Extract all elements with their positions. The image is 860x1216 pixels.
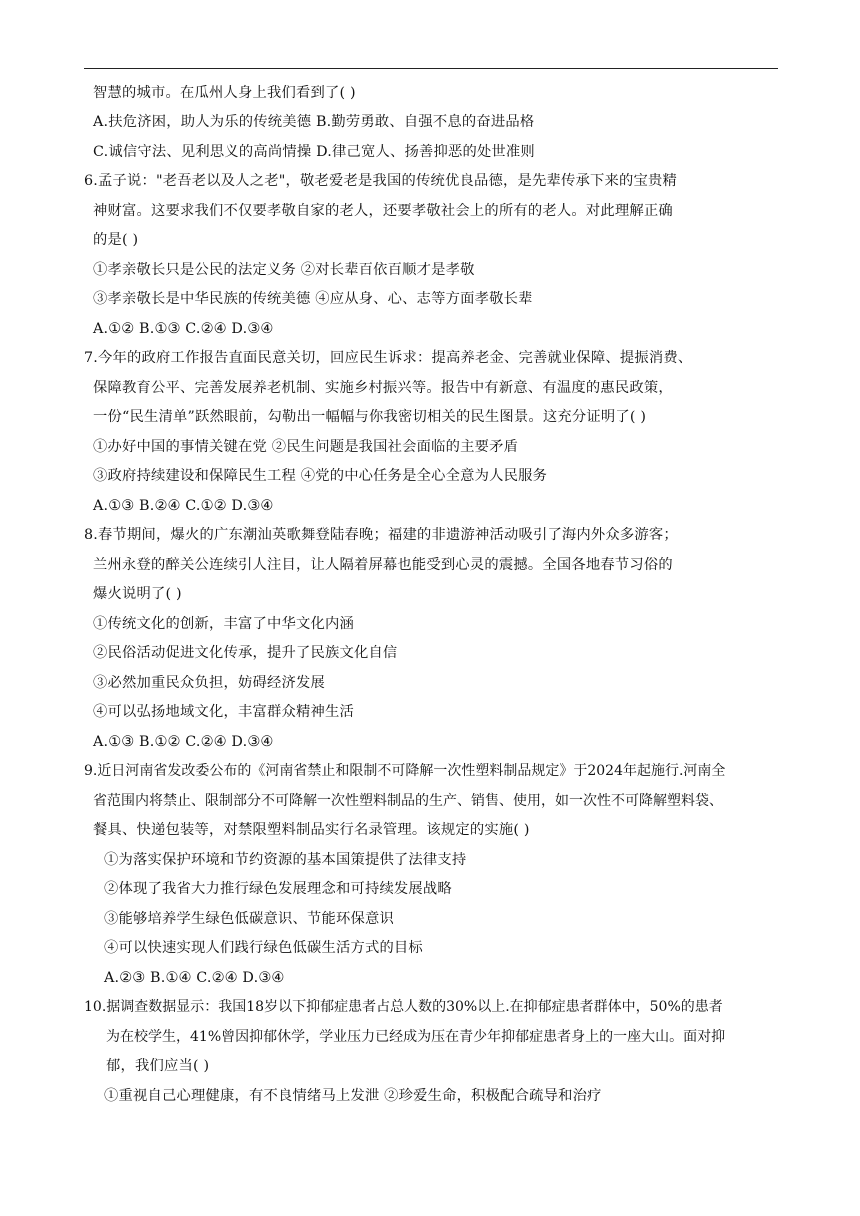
statement-line: ①为落实保护环境和节约资源的基本国策提供了法律支持 bbox=[104, 852, 467, 868]
option-line: A.①③ B.②④ C.①② D.③④ bbox=[93, 498, 274, 514]
option-line: C.诚信守法、见利思义的高尚情操 D.律己宽人、扬善抑恶的处世准则 bbox=[93, 144, 535, 160]
question-10: 10.据调查数据显示：我国18岁以下抑郁症患者占总人数的30%以上.在抑郁症患者群体中，50%的患者 bbox=[84, 999, 723, 1015]
text-line: 餐具、快递包装等，对禁限塑料制品实行名录管理。该规定的实施( ) bbox=[93, 822, 530, 838]
option-line: A.扶危济困，助人为乐的传统美德 B.勤劳勇敢、自强不息的奋进品格 bbox=[93, 114, 535, 130]
statement-line: ④可以快速实现人们践行绿色低碳生活方式的目标 bbox=[104, 940, 423, 956]
statement-line: ③能够培养学生绿色低碳意识、节能环保意识 bbox=[104, 911, 394, 927]
question-8: 8.春节期间，爆火的广东潮汕英歌舞登陆春晚；福建的非遗游神活动吸引了海内外众多游客； bbox=[84, 527, 678, 543]
statement-line: ③政府持续建设和保障民生工程 ④党的中心任务是全心全意为人民服务 bbox=[93, 468, 548, 484]
statement-line: ①孝亲敬长只是公民的法定义务 ②对长辈百依百顺才是孝敬 bbox=[93, 262, 475, 278]
question-7: 7.今年的政府工作报告直面民意关切，回应民生诉求：提高养老金、完善就业保障、提振消费、 bbox=[84, 350, 693, 366]
statement-line: ③必然加重民众负担，妨碍经济发展 bbox=[93, 675, 325, 691]
question-6: 6.孟子说："老吾老以及人之老"，敬老爱老是我国的传统优良品德，是先辈传承下来的宝贵精 bbox=[84, 173, 677, 189]
header-rule bbox=[84, 68, 778, 69]
statement-line: ①办好中国的事情关键在党 ②民生问题是我国社会面临的主要矛盾 bbox=[93, 439, 519, 455]
text-line: 省范围内将禁止、限制部分不可降解一次性塑料制品的生产、销售、使用，如一次性不可降解塑料袋、 bbox=[93, 793, 723, 809]
text-line: 智慧的城市。在瓜州人身上我们看到了( ) bbox=[93, 85, 356, 101]
question-9: 9.近日河南省发改委公布的《河南省禁止和限制不可降解一次性塑料制品规定》于2024年起施行.河南全 bbox=[84, 763, 726, 779]
text-line: 的是( ) bbox=[93, 232, 139, 248]
statement-line: ④可以弘扬地域文化，丰富群众精神生活 bbox=[93, 704, 354, 720]
option-line: A.①② B.①③ C.②④ D.③④ bbox=[93, 321, 274, 337]
text-line: 一份“民生清单”跃然眼前，勾勒出一幅幅与你我密切相关的民生图景。这充分证明了( ) bbox=[93, 409, 647, 425]
option-line: A.①③ B.①② C.②④ D.③④ bbox=[93, 734, 274, 750]
statement-line: ③孝亲敬长是中华民族的传统美德 ④应从身、心、志等方面孝敬长辈 bbox=[93, 291, 533, 307]
text-line: 郁，我们应当( ) bbox=[106, 1058, 210, 1074]
option-line: A.②③ B.①④ C.②④ D.③④ bbox=[104, 970, 285, 986]
statement-line: ①传统文化的创新，丰富了中华文化内涵 bbox=[93, 616, 354, 632]
text-line: 神财富。这要求我们不仅要孝敬自家的老人，还要孝敬社会上的所有的老人。对此理解正确 bbox=[93, 203, 673, 219]
text-line: 保障教育公平、完善发展养老机制、实施乡村振兴等。报告中有新意、有温度的惠民政策， bbox=[93, 380, 673, 396]
statement-line: ①重视自己心理健康，有不良情绪马上发泄 ②珍爱生命，积极配合疏导和治疗 bbox=[104, 1088, 602, 1104]
text-line: 爆火说明了( ) bbox=[93, 586, 182, 602]
statement-line: ②体现了我省大力推行绿色发展理念和可持续发展战略 bbox=[104, 881, 452, 897]
text-line: 为在校学生，41%曾因抑郁休学，学业压力已经成为压在青少年抑郁症患者身上的一座大山。面对抑 bbox=[106, 1029, 726, 1045]
text-line: 兰州永登的醉关公连续引人注目，让人隔着屏幕也能受到心灵的震撼。全国各地春节习俗的 bbox=[93, 557, 673, 573]
statement-line: ②民俗活动促进文化传承，提升了民族文化自信 bbox=[93, 645, 398, 661]
